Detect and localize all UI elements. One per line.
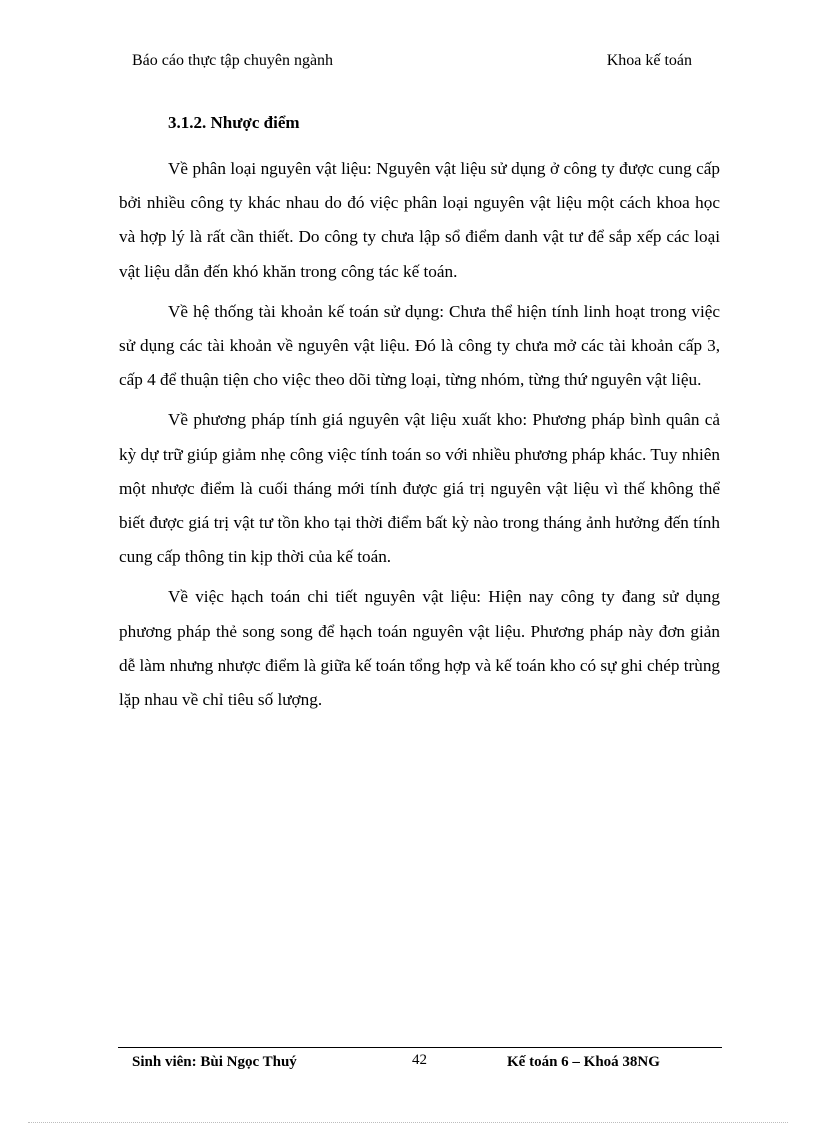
page-footer (118, 1054, 722, 1076)
footer-class-info: Kế toán 6 – Khoá 38NG (507, 1054, 660, 1070)
header-department: Khoa kế toán (606, 52, 692, 69)
paragraph-account-system: Về hệ thống tài khoản kế toán sử dụng: Chưa thể hiện tính linh hoạt trong việc sử dụng các tài khoản về nguyên vật liệu. Đó là công ty chưa mở các tài khoản cấp 3, cấp 4 để thuận tiện cho việc theo dõi từng loại, từng nhóm, từng thứ nguyên vật liệu. (119, 301, 720, 390)
page-header (132, 52, 692, 74)
section-heading: 3.1.2. Nhược điểm (168, 113, 300, 132)
paragraph-detailed-accounting: Về việc hạch toán chi tiết nguyên vật liệu: Hiện nay công ty đang sử dụng phương pháp thẻ song song để hạch toán nguyên vật liệu. Phương pháp này đơn giản dễ làm nhưng nhược điểm là giữa kế toán tổng hợp và kế toán kho có sự ghi chép trùng lặp nhau về chỉ tiêu số lượng. (119, 587, 721, 710)
footer-divider (118, 1047, 722, 1048)
footer-student-name: Sinh viên: Bùi Ngọc Thuý (132, 1054, 297, 1070)
header-report-title: Báo cáo thực tập chuyên ngành (132, 52, 334, 69)
body-content (119, 152, 720, 723)
paragraph-pricing-method: Về phương pháp tính giá nguyên vật liệu xuất kho: Phương pháp bình quân cả kỳ dự trữ giúp giảm nhẹ công việc tính toán so với nhiều phương pháp khác. Tuy nhiên một nhược điểm là cuối tháng mới tính được giá trị nguyên vật liệu vì thế không thể biết được giá trị vật tư tồn kho tại thời điểm bất kỳ nào trong tháng ảnh hưởng đến tính cung cấp thông tin kịp thời của kế toán. (119, 410, 720, 567)
paragraph-material-classification: Về phân loại nguyên vật liệu: Nguyên vật liệu sử dụng ở công ty được cung cấp bởi nhiều công ty khác nhau do đó việc phân loại nguyên vật liệu một cách khoa học và hợp lý là rất cần thiết. Do công ty chưa lập sổ điểm danh vật tư để sắp xếp các loại vật liệu dẫn đến khó khăn trong công tác kế toán. (119, 159, 720, 281)
footer-page-number: 42 (412, 1052, 427, 1068)
